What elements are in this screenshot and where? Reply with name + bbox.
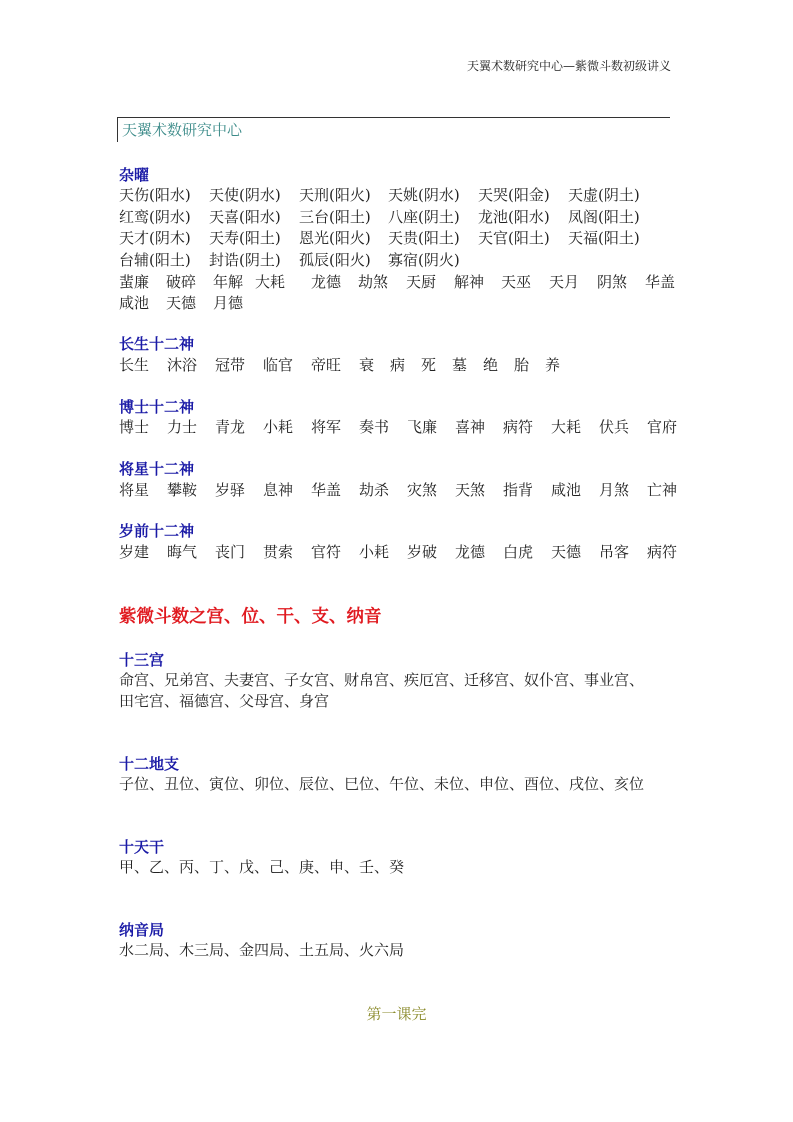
running-header: 天翼术数研究中心—紫微斗数初级讲义: [466, 59, 671, 73]
star-item: 力士: [167, 418, 198, 436]
star-item: 死: [421, 356, 437, 374]
section-heading-zayao: 杂曜: [119, 166, 150, 184]
star-item: 衰: [359, 356, 375, 374]
zayao-row-4: [119, 249, 460, 270]
star-item: 墓: [452, 356, 468, 374]
star-item: 天官(阳土): [478, 229, 550, 247]
star-item: 天月: [549, 273, 580, 291]
star-item: 病符: [503, 418, 534, 436]
star-item: 天福(阳土): [568, 229, 640, 247]
star-item: 孤辰(阳火): [299, 251, 371, 269]
star-item: 伏兵: [599, 418, 630, 436]
star-item: 喜神: [455, 418, 486, 436]
star-item: 养: [545, 356, 561, 374]
star-item: 龙德: [311, 273, 342, 291]
star-item: 将军: [311, 418, 342, 436]
star-item: 月煞: [599, 481, 630, 499]
star-item: 天煞: [455, 481, 486, 499]
shisan-gong-line-2: 田宅宫、福德宫、父母宫、身宫: [119, 692, 330, 710]
star-item: 息神: [263, 481, 294, 499]
star-item: 亡神: [647, 481, 678, 499]
changsheng-row: [119, 354, 560, 375]
star-item: 贯索: [263, 543, 294, 561]
star-item: 阴煞: [597, 273, 628, 291]
star-item: 岁建: [119, 543, 150, 561]
star-item: 龙德: [455, 543, 486, 561]
section-heading-jiangxing: 将星十二神: [119, 460, 195, 478]
star-item: 病: [390, 356, 406, 374]
star-item: 劫煞: [358, 273, 389, 291]
star-item: 冠带: [215, 356, 246, 374]
star-item: 凤阁(阳土): [568, 208, 640, 226]
zayao-row-2: [119, 206, 640, 227]
star-item: 年解: [213, 273, 244, 291]
star-item: 月德: [213, 294, 244, 312]
star-item: 天喜(阳水): [209, 208, 281, 226]
suiqian-row: [119, 541, 677, 562]
star-item: 绝: [483, 356, 499, 374]
star-item: 天寿(阳土): [209, 229, 281, 247]
star-item: 大耗: [551, 418, 582, 436]
title-box: [117, 117, 670, 142]
shier-dizhi-line: 子位、丑位、寅位、卯位、辰位、巳位、午位、未位、申位、酉位、戌位、亥位: [119, 775, 645, 793]
star-item: 官府: [647, 418, 678, 436]
boshi-row: [119, 416, 677, 437]
star-item: 红鸾(阴水): [119, 208, 191, 226]
zayao-row-1: [119, 184, 640, 205]
star-item: 天巫: [501, 273, 532, 291]
nayin-ju-line: 水二局、木三局、金四局、土五局、火六局: [119, 941, 405, 959]
star-item: 灾煞: [407, 481, 438, 499]
star-item: 博士: [119, 418, 150, 436]
star-item: 胎: [514, 356, 530, 374]
star-item: 华盖: [311, 481, 342, 499]
star-item: 三台(阳土): [299, 208, 371, 226]
star-item: 沐浴: [167, 356, 198, 374]
star-item: 小耗: [263, 418, 294, 436]
star-item: 大耗: [255, 273, 286, 291]
star-item: 长生: [119, 356, 150, 374]
star-item: 天厨: [406, 273, 437, 291]
zayao-row-6: [119, 292, 243, 313]
star-item: 吊客: [599, 543, 630, 561]
star-item: 天刑(阳火): [299, 186, 371, 204]
star-item: 封诰(阴土): [209, 251, 281, 269]
shisan-gong-line-1: 命宫、兄弟宫、夫妻宫、子女宫、财帛宫、疾厄宫、迁移宫、奴仆宫、事业宫、: [119, 671, 645, 689]
star-item: 丧门: [215, 543, 246, 561]
star-item: 台辅(阳土): [119, 251, 191, 269]
jiangxing-row: [119, 479, 677, 500]
star-item: 奏书: [359, 418, 390, 436]
star-item: 解神: [454, 273, 485, 291]
shi-tiangan-line: 甲、乙、丙、丁、戊、己、庚、申、壬、癸: [119, 858, 405, 876]
star-item: 恩光(阳火): [299, 229, 371, 247]
chapter-heading: 紫微斗数之宫、位、干、支、纳音: [119, 607, 382, 627]
star-item: 官符: [311, 543, 342, 561]
star-item: 八座(阴土): [388, 208, 460, 226]
zayao-row-5: [119, 271, 675, 292]
section-heading-shi-tiangan: 十天干: [119, 838, 165, 856]
star-item: 咸池: [119, 294, 150, 312]
star-item: 蜚廉: [119, 273, 150, 291]
star-item: 晦气: [167, 543, 198, 561]
star-item: 咸池: [551, 481, 582, 499]
star-item: 岁驿: [215, 481, 246, 499]
section-heading-shier-dizhi: 十二地支: [119, 755, 180, 773]
star-item: 天德: [551, 543, 582, 561]
star-item: 青龙: [215, 418, 246, 436]
star-item: 天伤(阳水): [119, 186, 191, 204]
star-item: 天德: [166, 294, 197, 312]
section-heading-nayin-ju: 纳音局: [119, 921, 165, 939]
lesson-end-footer: 第一课完: [366, 1005, 427, 1023]
star-item: 龙池(阳水): [478, 208, 550, 226]
star-item: 帝旺: [311, 356, 342, 374]
star-item: 攀鞍: [167, 481, 198, 499]
star-item: 华盖: [645, 273, 676, 291]
star-item: 天才(阴木): [119, 229, 191, 247]
star-item: 飞廉: [407, 418, 438, 436]
star-item: 小耗: [359, 543, 390, 561]
section-heading-boshi: 博士十二神: [119, 398, 195, 416]
section-heading-suiqian: 岁前十二神: [119, 522, 195, 540]
star-item: 临官: [263, 356, 294, 374]
star-item: 天哭(阳金): [478, 186, 550, 204]
star-item: 天虚(阴土): [568, 186, 640, 204]
section-heading-shisan-gong: 十三宫: [119, 651, 165, 669]
star-item: 劫杀: [359, 481, 390, 499]
title-box-text: 天翼术数研究中心: [122, 121, 243, 139]
star-item: 指背: [503, 481, 534, 499]
star-item: 将星: [119, 481, 150, 499]
section-heading-changsheng: 长生十二神: [119, 335, 195, 353]
star-item: 破碎: [166, 273, 197, 291]
star-item: 寡宿(阴火): [388, 251, 460, 269]
star-item: 白虎: [503, 543, 534, 561]
star-item: 天贵(阳土): [388, 229, 460, 247]
star-item: 病符: [647, 543, 678, 561]
star-item: 天姚(阴水): [388, 186, 460, 204]
star-item: 岁破: [407, 543, 438, 561]
star-item: 天使(阴水): [209, 186, 281, 204]
zayao-row-3: [119, 227, 640, 248]
